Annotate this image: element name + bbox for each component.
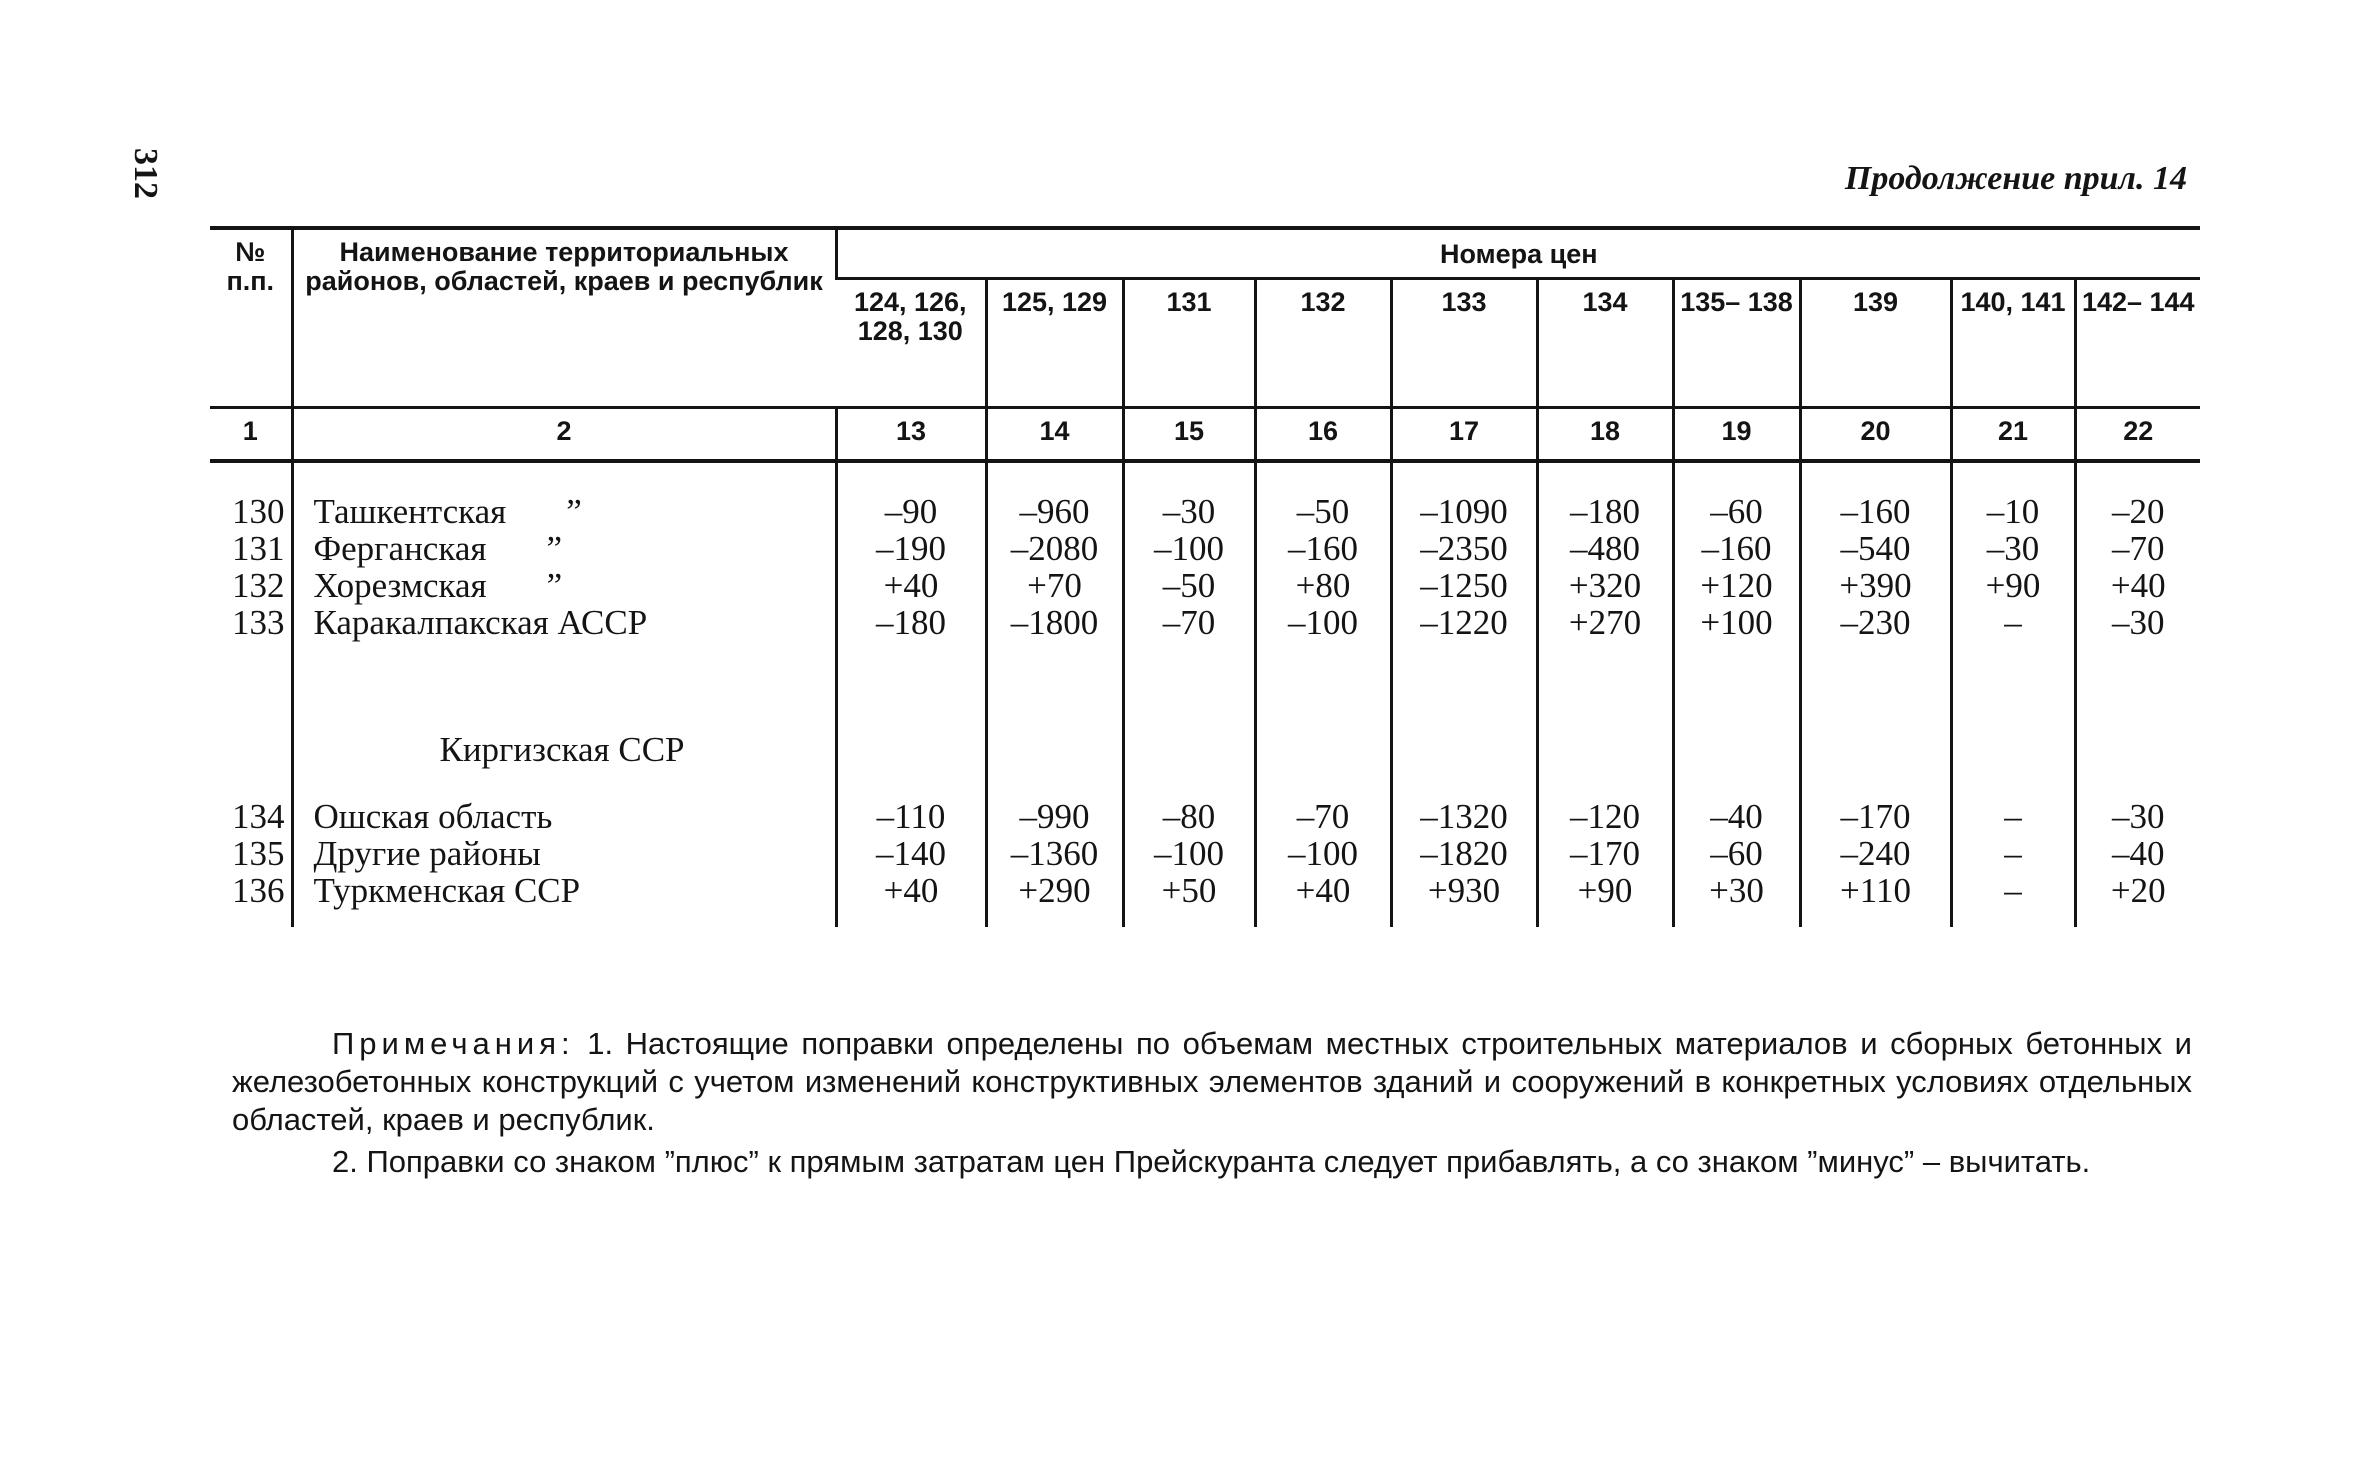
value-cell (1673, 768, 1800, 798)
price-column-header: 142– 144 (2075, 279, 2200, 408)
price-column-header: 140, 141 (1951, 279, 2075, 408)
value-cell (986, 731, 1123, 768)
col-no-header: № п.п. (210, 228, 292, 408)
value-cell (986, 641, 1123, 731)
value-cell: +40 (1255, 872, 1391, 909)
value-cell: +80 (1255, 567, 1391, 604)
value-cell: –100 (1255, 604, 1391, 641)
row-name-cell (292, 909, 836, 927)
value-cell (1255, 641, 1391, 731)
value-cell: –10 (1951, 493, 2075, 530)
table-row (210, 493, 2200, 530)
value-cell (1537, 731, 1673, 768)
value-cell: +120 (1673, 567, 1800, 604)
value-cell: –180 (1537, 493, 1673, 530)
price-column-header: 139 (1800, 279, 1951, 408)
row-number-cell (210, 909, 292, 927)
value-cell: +40 (836, 872, 986, 909)
value-cell (836, 909, 986, 927)
value-cell: +30 (1673, 872, 1800, 909)
row-name-cell (292, 461, 836, 493)
value-cell: –100 (1255, 835, 1391, 872)
value-cell (1800, 461, 1951, 493)
region-name (292, 530, 836, 567)
value-cell (1800, 641, 1951, 731)
value-cell (986, 909, 1123, 927)
column-number: 14 (986, 408, 1123, 462)
value-cell (1673, 731, 1800, 768)
row-number: 132 (232, 566, 285, 605)
value-cell (1255, 768, 1391, 798)
value-cell: –2350 (1391, 530, 1537, 567)
value-cell: –180 (836, 604, 986, 641)
table-row (210, 530, 2200, 567)
value-cell (1673, 461, 1800, 493)
continuation-label: Продолжение прил. 14 (1844, 160, 2187, 197)
value-cell (1391, 731, 1537, 768)
value-cell: –2080 (986, 530, 1123, 567)
region-name (292, 835, 836, 872)
row-number: 133 (232, 603, 285, 642)
value-cell (1951, 768, 2075, 798)
value-cell (2075, 641, 2200, 731)
column-number: 19 (1673, 408, 1800, 462)
value-cell: +270 (1537, 604, 1673, 641)
value-cell: +40 (836, 567, 986, 604)
price-corrections-table (210, 226, 2200, 927)
value-cell: +930 (1391, 872, 1537, 909)
notes-title: Примечания: (332, 1026, 575, 1061)
price-column-header: 133 (1391, 279, 1537, 408)
region-name (292, 798, 836, 835)
row-number: 135 (232, 834, 285, 873)
row-number: 131 (232, 529, 285, 568)
value-cell: +40 (2075, 567, 2200, 604)
column-number: 15 (1123, 408, 1255, 462)
value-cell (1951, 461, 2075, 493)
value-cell: –80 (1123, 798, 1255, 835)
note-1: Примечания: 1. Настоящие поправки определены по объемам местных строительных материалов и сборных бетонных и железобетонных конструкций с учетом изменений конструктивных элементов зданий и сооружений в конкретных условиях отдельных областей, краев и республик. (232, 1026, 2192, 1137)
value-cell (2075, 768, 2200, 798)
value-cell (1123, 461, 1255, 493)
price-column-header: 134 (1537, 279, 1673, 408)
value-cell (1391, 909, 1537, 927)
value-cell (1800, 768, 1951, 798)
value-cell: –240 (1800, 835, 1951, 872)
spacer-row (210, 641, 2200, 731)
region-name-text: Каракалпакская АССР (313, 603, 648, 642)
value-cell (836, 731, 986, 768)
column-number: 2 (292, 408, 836, 462)
column-number: 13 (836, 408, 986, 462)
value-cell: –230 (1800, 604, 1951, 641)
value-cell: –1820 (1391, 835, 1537, 872)
row-number-cell (210, 731, 292, 768)
value-cell: +20 (2075, 872, 2200, 909)
value-cell: –30 (2075, 798, 2200, 835)
table-row (210, 872, 2200, 909)
price-column-header: 124, 126, 128, 130 (836, 279, 986, 408)
value-cell: –160 (1673, 530, 1800, 567)
value-cell: +320 (1537, 567, 1673, 604)
ditto-mark: ” (566, 492, 582, 531)
value-cell: –1360 (986, 835, 1123, 872)
value-cell (1537, 461, 1673, 493)
column-number: 16 (1255, 408, 1391, 462)
value-cell: –480 (1537, 530, 1673, 567)
table-row (210, 567, 2200, 604)
value-cell: –1090 (1391, 493, 1537, 530)
section-title: Киргизская ССР (292, 731, 836, 768)
value-cell: –990 (986, 798, 1123, 835)
value-cell: –120 (1537, 798, 1673, 835)
region-name-text: Ферганская (313, 529, 487, 568)
section-row (210, 731, 2200, 768)
region-name (292, 872, 836, 909)
price-column-header: 125, 129 (986, 279, 1123, 408)
value-cell: –30 (2075, 604, 2200, 641)
row-number: 134 (232, 797, 285, 836)
row-number-cell (210, 768, 292, 798)
value-cell: –110 (836, 798, 986, 835)
value-cell: –30 (1951, 530, 2075, 567)
value-cell (1391, 768, 1537, 798)
table-row (210, 798, 2200, 835)
region-name-text: Хорезмская (313, 566, 487, 605)
value-cell: –540 (1800, 530, 1951, 567)
value-cell (986, 461, 1123, 493)
region-name-text: Ташкентская (313, 492, 507, 531)
column-number: 22 (2075, 408, 2200, 462)
value-cell (2075, 731, 2200, 768)
col-name-header: Наименование территориальных районов, областей, краев и республик (292, 228, 836, 408)
value-cell: –190 (836, 530, 986, 567)
page-number: 312 (127, 148, 164, 199)
column-number: 18 (1537, 408, 1673, 462)
column-number: 1 (210, 408, 292, 462)
value-cell (2075, 461, 2200, 493)
value-cell: +50 (1123, 872, 1255, 909)
value-cell (1951, 641, 2075, 731)
row-number-cell (210, 461, 292, 493)
value-cell: – (1951, 798, 2075, 835)
value-cell: +110 (1800, 872, 1951, 909)
value-cell (836, 768, 986, 798)
column-number: 20 (1800, 408, 1951, 462)
row-number-cell (210, 641, 292, 731)
value-cell: +290 (986, 872, 1123, 909)
value-cell (836, 641, 986, 731)
value-cell: – (1951, 835, 2075, 872)
row-name-cell (292, 641, 836, 731)
value-cell (836, 461, 986, 493)
spacer-row (210, 461, 2200, 493)
value-cell: –1800 (986, 604, 1123, 641)
value-cell (1537, 909, 1673, 927)
row-number: 136 (232, 871, 285, 910)
value-cell (1255, 731, 1391, 768)
value-cell: –1220 (1391, 604, 1537, 641)
value-cell (1951, 909, 2075, 927)
note-2: 2. Поправки со знаком ”плюс” к прямым затратам цен Прейскуранта следует прибавлять, а со знаком ”минус” – вычитать. (332, 1144, 2091, 1179)
value-cell: –50 (1255, 493, 1391, 530)
ditto-mark: ” (546, 529, 562, 568)
value-cell (1391, 461, 1537, 493)
price-column-header: 131 (1123, 279, 1255, 408)
column-number: 21 (1951, 408, 2075, 462)
price-column-header: 132 (1255, 279, 1391, 408)
value-cell: –70 (1123, 604, 1255, 641)
value-cell: –50 (1123, 567, 1255, 604)
value-cell: –40 (2075, 835, 2200, 872)
region-name (292, 604, 836, 641)
value-cell (2075, 909, 2200, 927)
value-cell (1951, 731, 2075, 768)
value-cell: –160 (1255, 530, 1391, 567)
value-cell: –40 (1673, 798, 1800, 835)
value-cell: –1320 (1391, 798, 1537, 835)
value-cell (1800, 909, 1951, 927)
value-cell (1123, 909, 1255, 927)
value-cell: +100 (1673, 604, 1800, 641)
value-cell (1123, 641, 1255, 731)
value-cell: – (1951, 872, 2075, 909)
value-cell (1673, 641, 1800, 731)
value-cell: –960 (986, 493, 1123, 530)
row-number: 130 (232, 492, 285, 531)
region-name (292, 493, 836, 530)
value-cell (1123, 731, 1255, 768)
region-name-text: Другие районы (313, 834, 541, 873)
value-cell (1255, 909, 1391, 927)
value-cell: –70 (2075, 530, 2200, 567)
value-cell: +90 (1951, 567, 2075, 604)
value-cell (1537, 768, 1673, 798)
value-cell: +90 (1537, 872, 1673, 909)
region-name (292, 567, 836, 604)
value-cell: –60 (1673, 493, 1800, 530)
value-cell (1123, 768, 1255, 798)
value-cell: – (1951, 604, 2075, 641)
ditto-mark: ” (546, 566, 563, 605)
table-row (210, 835, 2200, 872)
price-numbers-group-header: Номера цен (836, 228, 2200, 279)
value-cell: –160 (1800, 493, 1951, 530)
value-cell: –170 (1537, 835, 1673, 872)
value-cell: –20 (2075, 493, 2200, 530)
value-cell: –30 (1123, 493, 1255, 530)
value-cell: +70 (986, 567, 1123, 604)
value-cell (1255, 461, 1391, 493)
value-cell: –170 (1800, 798, 1951, 835)
value-cell: –140 (836, 835, 986, 872)
row-name-cell (292, 768, 836, 798)
spacer-row (210, 768, 2200, 798)
value-cell (1537, 641, 1673, 731)
table-row (210, 604, 2200, 641)
value-cell: –1250 (1391, 567, 1537, 604)
value-cell (1391, 641, 1537, 731)
value-cell: –60 (1673, 835, 1800, 872)
spacer-row (210, 909, 2200, 927)
region-name-text: Ошская область (313, 797, 553, 836)
value-cell (1673, 909, 1800, 927)
value-cell: –70 (1255, 798, 1391, 835)
value-cell (986, 768, 1123, 798)
value-cell (1800, 731, 1951, 768)
value-cell: +390 (1800, 567, 1951, 604)
price-column-header: 135– 138 (1673, 279, 1800, 408)
notes (232, 1025, 2192, 1185)
value-cell: –100 (1123, 835, 1255, 872)
value-cell: –100 (1123, 530, 1255, 567)
column-number: 17 (1391, 408, 1537, 462)
region-name-text: Туркменская ССР (313, 871, 581, 910)
value-cell: –90 (836, 493, 986, 530)
